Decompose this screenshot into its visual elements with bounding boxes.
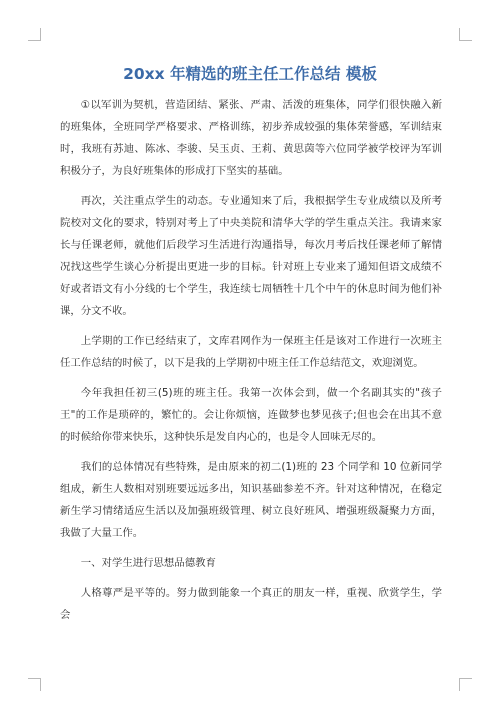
crop-mark-top-right [459,28,472,41]
crop-mark-bottom-left [28,678,41,691]
paragraph-key-students: 再次，关注重点学生的动态。专业通知来了后，我根据学生专业成绩以及所考院校对文化的要求，特别对考上了中央美院和清华大学的学生重点关注。我请来家长与任课老师，就他们后段学习生活进行沟通指导，每次月考后找任课老师了解情况找这些学生谈心分析提出更进一步的目标。针对班上专业来了通知但语文成绩不好或者语文有小分线的七个学生，我连续七周牺牲十几个中午的休息时间为他们补课，分文不收。 [60,195,442,317]
document-body [60,94,442,634]
paragraph-intro: 上学期的工作已经结束了，文库君网作为一保班主任是该对工作进行一次班主任工作总结的时候了，以下是我的上学期初中班主任工作总结范文，欢迎浏览。 [60,335,442,369]
section-heading-moral-education: 一、对学生进行思想品德教育 [80,557,216,569]
paragraph-class-teacher: 今年我担任初三(5)班的班主任。我第一次体会到，做一个名副其实的"孩子王"的工作是琐碎的，繁忙的。会让你烦恼，连做梦也梦见孩子;但也会在出其不意的时候给你带来快乐，这种快乐是发自内心的，也是令人回味无尽的。 [60,387,442,443]
crop-mark-top-left [28,28,41,41]
paragraph-military-training: ①以军训为契机，营造团结、紧张、严肃、活泼的班集体，同学们很快融入新的班集体，全班同学严格要求、严格训练，初步养成较强的集体荣誉感，军训结束时，我班有苏迪、陈冰、李骏、吴玉贞、王莉、黄思茵等六位同学被学校评为军训积极分子，为良好班集体的形成打下坚实的基础。 [60,99,442,177]
paragraph-dignity: 人格尊严是平等的。努力做到能象一个真正的朋友一样，重视、欣赏学生，学会 [60,587,442,621]
paragraph-class-situation: 我们的总体情况有些特殊，是由原来的初二(1)班的 23 个同学和 10 位新同学组成，新生人数相对别班要远远多出，知识基础参差不齐。针对这种情况，在稳定新生学习情绪适应生活以及加强班级管理、树立良好班风、增强班级凝聚力方面，我做了大量工作。 [60,461,442,539]
crop-mark-bottom-right [459,678,472,691]
document-title: 20xx 年精选的班主任工作总结 模板 [123,65,377,83]
